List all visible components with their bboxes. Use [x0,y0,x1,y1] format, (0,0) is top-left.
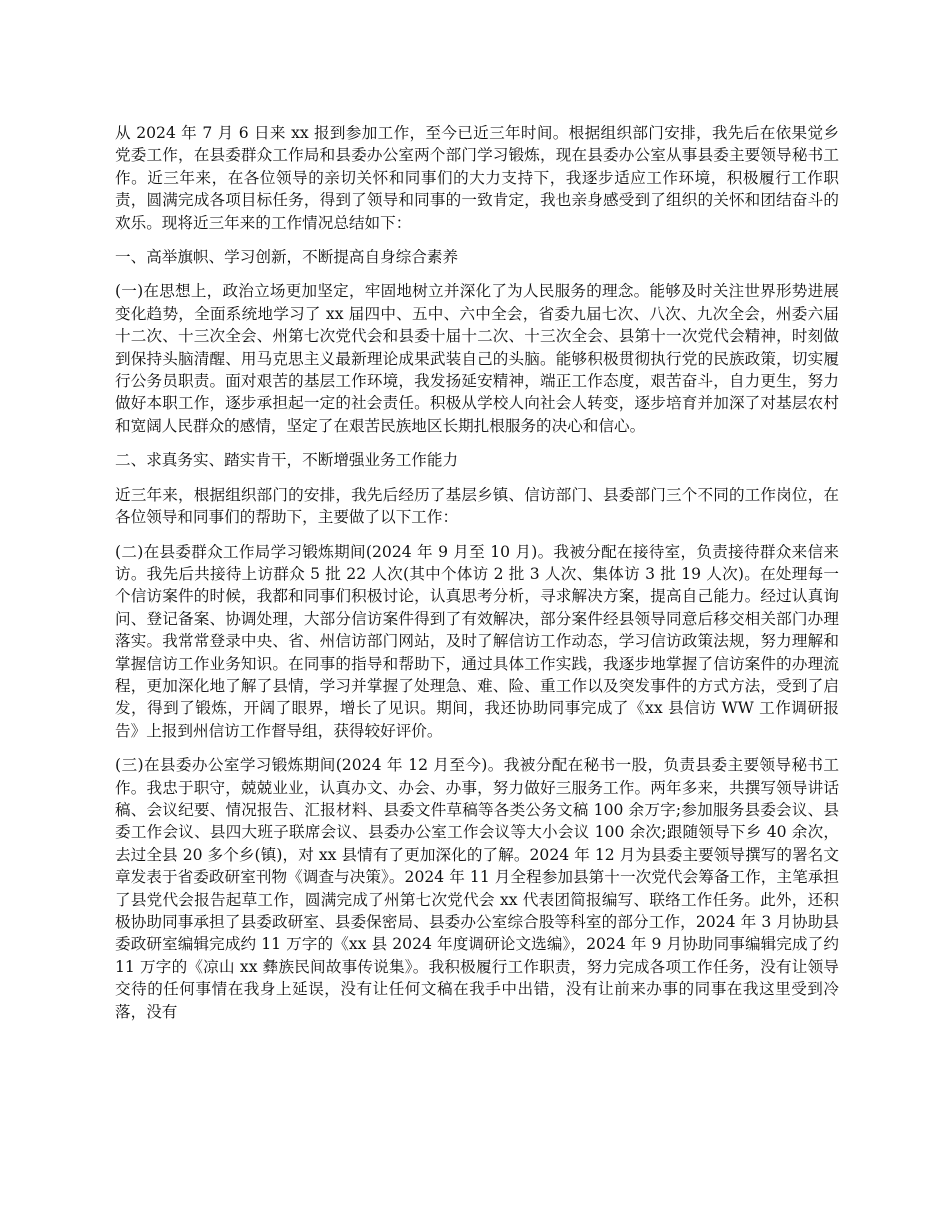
intro-paragraph: 从 2024 年 7 月 6 日来 xx 报到参加工作，至今已近三年时间。根据组织部门安排，我先后在依果觉乡党委工作，在县委群众工作局和县委办公室两个部门学习锻炼，现在县委办公室从事县委主要领导秘书工作。近三年来，在各位领导的亲切关怀和同事们的大力支持下，我逐步适应工作环境，积极履行工作职责，圆满完成各项目标任务，得到了领导和同事的一致肯定，我也亲身感受到了组织的关怀和团结奋斗的欢乐。现将近三年来的工作情况总结如下： [115,124,839,232]
paragraph-overview: 近三年来，根据组织部门的安排，我先后经历了基层乡镇、信访部门、县委部门三个不同的工作岗位，在各位领导和同事们的帮助下，主要做了以下工作： [115,485,839,527]
document-body [115,122,839,1035]
section-heading-2: 二、求真务实、踏实肯干，不断增强业务工作能力 [115,451,459,470]
paragraph-petition-bureau: (二)在县委群众工作局学习锻炼期间(2024 年 9 月至 10 月)。我被分配在接待室，负责接待群众来信来访。我先后共接待上访群众 5 批 22 人次(其中个体访 2 批 3 人次、集体访 3 批 19 人次)。在处理每一个信访案件的时候，我都和同事们积极讨论，认真思考分析，寻求解决方案，提高自己能力。经过认真询问、登记备案、协调处理，大部分信访案件得到了有效解决，部分案件经县领导同意后移交相关部门办理落实。我常常登录中央、省、州信访部门网站，及时了解信访工作动态，学习信访政策法规，努力理解和掌握信访工作业务知识。在同事的指导和帮助下，通过具体工作实践，我逐步地掌握了信访案件的办理流程，更加深化地了解了县情，学习并掌握了处理急、难、险、重工作以及突发事件的方式方法，受到了启发，得到了锻炼，开阔了眼界，增长了见识。期间，我还协助同事完成了《xx 县信访 WW 工作调研报告》上报到州信访工作督导组，获得较好评价。 [115,542,839,740]
paragraph-county-office: (三)在县委办公室学习锻炼期间(2024 年 12 月至今)。我被分配在秘书一股，负责县委主要领导秘书工作。我忠于职守，兢兢业业，认真办文、办会、办事，努力做好三服务工作。两年多来，共撰写领导讲话稿、会议纪要、情况报告、汇报材料、县委文件草稿等各类公务文稿 100 余万字;参加服务县委会议、县委工作会议、县四大班子联席会议、县委办公室工作会议等大小会议 100 余次;跟随领导下乡 40 余次，去过全县 20 多个乡(镇)，对 xx 县情有了更加深化的了解。2024 年 12 月为县委主要领导撰写的署名文章发表于省委政研室刊物《调查与决策》。2024 年 11 月全程参加县第十一次党代会筹备工作，主笔承担了县党代会报告起草工作，圆满完成了州第七次党代会 xx 代表团简报编写、联络工作任务。此外，还积极协助同事承担了县委政研室、县委保密局、县委办公室综合股等科室的部分工作，2024 年 3 月协助县委政研室编辑完成约 11 万字的《xx 县 2024 年度调研论文选编》，2024 年 9 月协助同事编辑完成了约 11 万字的《凉山 xx 彝族民间故事传说集》。我积极履行工作职责，努力完成各项工作任务，没有让领导交待的任何事情在我身上延误，没有让任何文稿在我手中出错，没有让前来办事的同事在我这里受到冷落，没有 [115,756,839,1021]
section-heading-1: 一、高举旗帜、学习创新，不断提高自身综合素养 [115,248,459,267]
paragraph-ideology: (一)在思想上，政治立场更加坚定，牢固地树立并深化了为人民服务的理念。能够及时关注世界形势进展变化趋势，全面系统地学习了 xx 届四中、五中、六中全会，省委九届七次、八次、九次全会，州委六届十二次、十三次全会、州第七次党代会和县委十届十二次、十三次全会、县第十一次党代会精神，时刻做到保持头脑清醒、用马克思主义最新理论成果武装自己的头脑。能够积极贯彻执行党的民族政策，切实履行公务员职责。面对艰苦的基层工作环境，我发扬延安精神，端正工作态度，艰苦奋斗，自力更生，努力做好本职工作，逐步承担起一定的社会责任。积极从学校人向社会人转变，逐步培育并加深了对基层农村和宽阔人民群众的感情，坚定了在艰苦民族地区长期扎根服务的决心和信心。 [115,282,839,435]
